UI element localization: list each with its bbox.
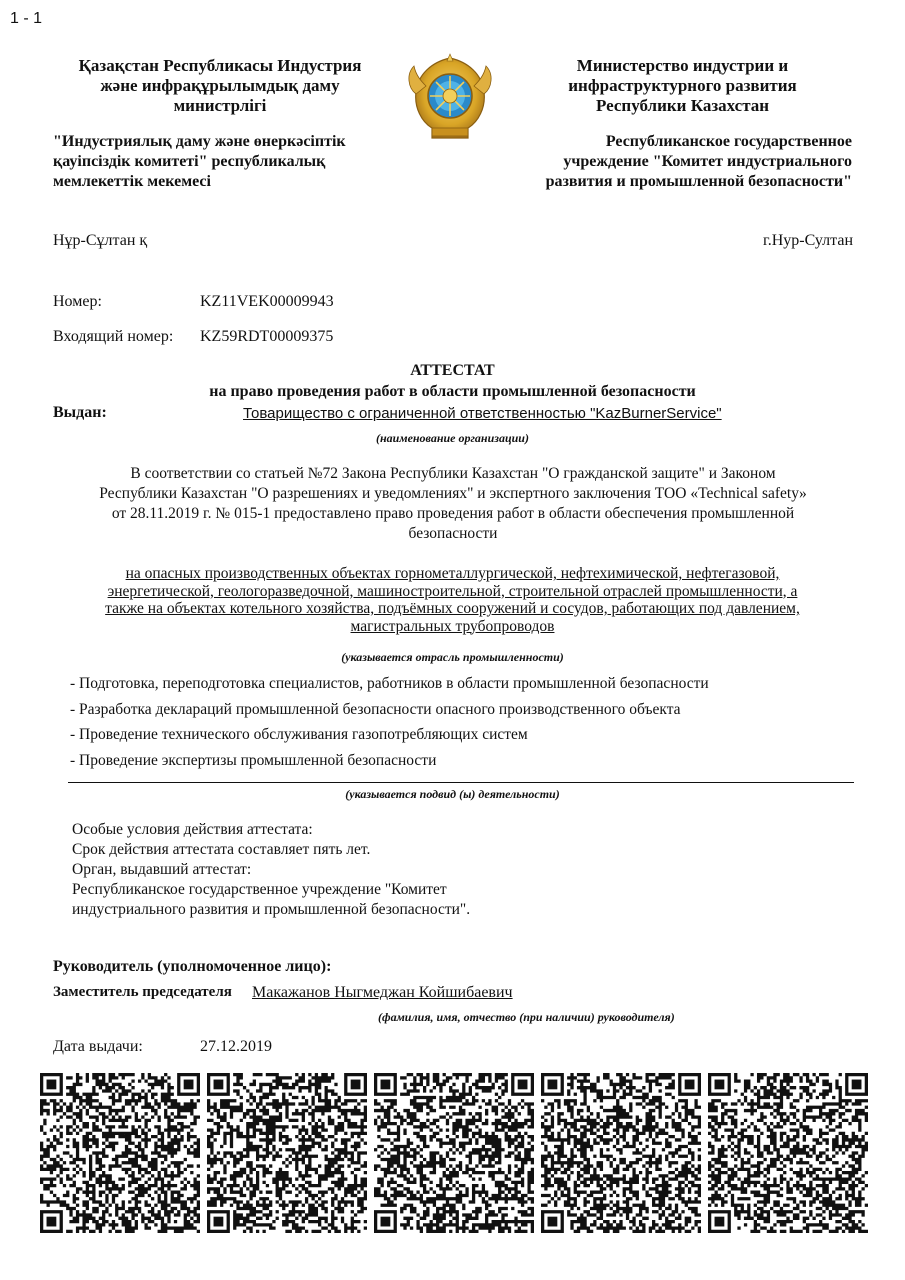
kazakhstan-state-emblem-icon bbox=[402, 52, 498, 148]
divider bbox=[68, 782, 854, 783]
qr-code-icon bbox=[541, 1073, 701, 1233]
special-conditions: Особые условия действия аттестата: Срок действия аттестата составляет пять лет. Орган, выдавший аттестат: Республиканское государственное учреждение "Комитет индустриального развития и промышленной безопасности". bbox=[72, 821, 471, 918]
header-right-subtitle: Республиканское государственное учреждение "Комитет индустриального развития и промышленной безопасности" bbox=[545, 133, 852, 190]
activity-caption: (указывается подвид (ы) деятельности) bbox=[345, 787, 560, 801]
issue-date-label: Дата выдачи: bbox=[53, 1038, 143, 1055]
issued-to-organization: Товарищество с ограниченной ответственностью "KazBurnerService" bbox=[243, 405, 722, 422]
qr-code-icon bbox=[708, 1073, 868, 1233]
document-title: АТТЕСТАТ bbox=[410, 362, 495, 379]
header-left-title: Қазақстан Республикасы Индустрия және инфрақұрылымдық даму министрлігі bbox=[78, 56, 362, 115]
page-marker: 1 - 1 bbox=[10, 10, 43, 27]
number-label: Номер: bbox=[53, 293, 102, 310]
list-item: - Подготовка, переподготовка специалистов, работников в области промышленной безопасности bbox=[70, 675, 709, 692]
header-right-title: Министерство индустрии и инфраструктурного развития Республики Казахстан bbox=[568, 56, 797, 115]
qr-code-icon bbox=[40, 1073, 200, 1233]
qr-code-icon bbox=[374, 1073, 534, 1233]
signatory-caption: (фамилия, имя, отчество (при наличии) руководителя) bbox=[378, 1010, 675, 1024]
list-item: - Проведение экспертизы промышленной безопасности bbox=[70, 751, 437, 769]
document-subtitle: на право проведения работ в области промышленной безопасности bbox=[209, 383, 696, 400]
incoming-number-label: Входящий номер: bbox=[53, 328, 174, 345]
list-item: - Разработка деклараций промышленной безопасности опасного производственного объекта bbox=[70, 700, 681, 718]
qr-code-icon bbox=[207, 1073, 367, 1233]
city-russian: г.Нур-Султан bbox=[762, 232, 853, 249]
signatory-heading: Руководитель (уполномоченное лицо): bbox=[53, 958, 332, 975]
header-left-subtitle: "Индустриялық даму және өнеркәсіптік қауіпсіздік комитеті" республикалық мемлекеттік мекемесі bbox=[53, 133, 346, 190]
issued-to-label: Выдан: bbox=[53, 404, 107, 421]
legal-basis-paragraph: В соответствии со статьей №72 Закона Республики Казахстан "О гражданской защите" и Законом Республики Казахстан "О разрешениях и уведомлениях" и экспертного заключения ТОО «Technical safety» от 28.11.2019 г. № 015-1 предоставлено право проведения работ в области обеспечения промышленной безопасности bbox=[99, 465, 807, 542]
activity-list bbox=[70, 674, 850, 776]
list-item: - Проведение технического обслуживания газопотребляющих систем bbox=[70, 726, 528, 743]
signatory-position: Заместитель председателя bbox=[53, 984, 232, 1000]
industry-caption: (указывается отрасль промышленности) bbox=[341, 650, 564, 664]
number-value: KZ11VEK00009943 bbox=[200, 293, 334, 310]
signatory-name: Макажанов Ныгмеджан Койшибаевич bbox=[252, 984, 513, 1001]
organization-caption: (наименование организации) bbox=[376, 431, 529, 445]
issue-date-value: 27.12.2019 bbox=[200, 1038, 272, 1055]
industry-scope: на опасных производственных объектах горнометаллургической, нефтехимической, нефтегазовой, энергетической, геологоразведочной, машиностроительной, строительной отраслей промышленности, а также на объектах котельного хозяйства, подъёмных сооружений и сосудов, работающих под давлением, магистральных трубопроводов bbox=[105, 565, 800, 635]
city-kazakh: Нұр-Сұлтан қ bbox=[53, 232, 148, 249]
incoming-number-value: KZ59RDT00009375 bbox=[200, 328, 334, 345]
